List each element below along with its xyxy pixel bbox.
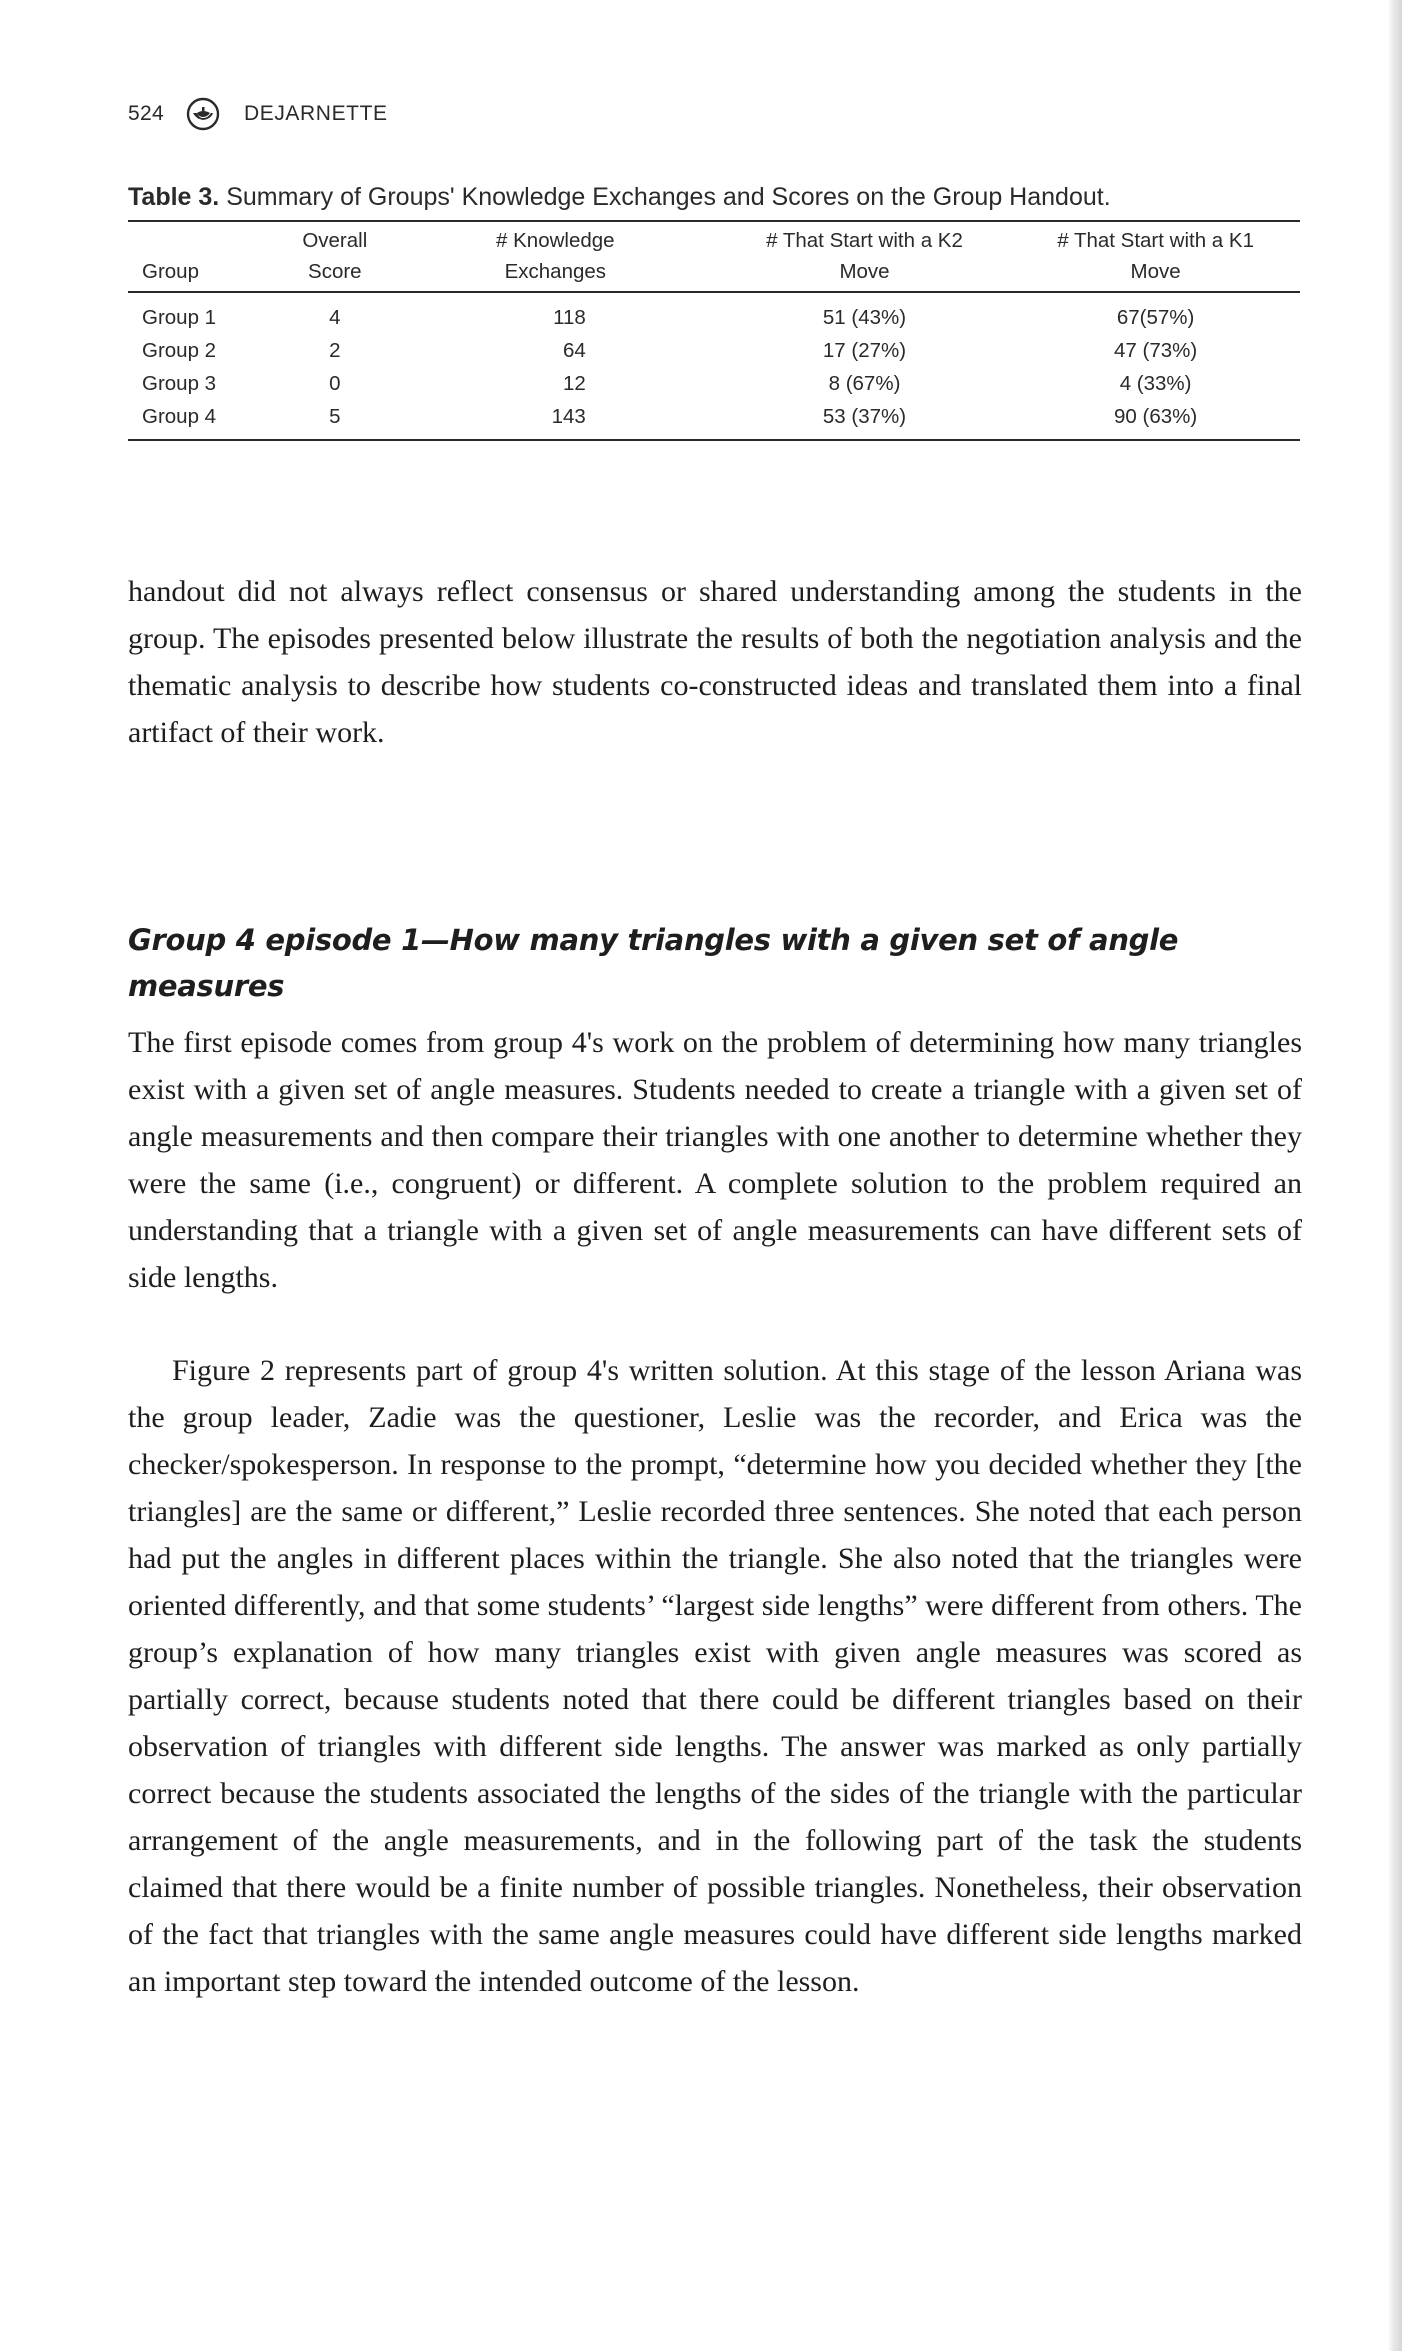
cell-group: Group 2 [142,339,217,362]
table-row [128,292,1300,334]
running-head [128,96,388,132]
cell-group: Group 1 [142,306,217,329]
cell-score: 2 [329,339,341,362]
page-number: 524 [128,102,164,125]
column-header-k1-move: # That Start with a K1 Move [1057,229,1254,283]
paragraph-figure-discussion: Figure 2 represents part of group 4's written solution. At this stage of the lesson Ariana was the group leader, Zadie was the questioner, Leslie was the recorder, and Erica was the checker/spokesperson. In response to the prompt, “determine how you decided whether they [the triangles] are the same or different,” Leslie recorded three sentences. She noted that each person had put the angles in different places within the triangle. She also noted that the triangles were oriented differently, and that some students’ “largest side lengths” were different from others. The group’s explanation of how many triangles exist with given angle measures was scored as partially correct, because students noted that there could be different triangles based on their observation of triangles with different side lengths. The answer was marked as only partially correct because the students associated the lengths of the sides of the triangle with the particular arrangement of the angle measurements, and in the following part of the task the students claimed that there would be a finite number of possible triangles. Nonetheless, their observation of the fact that triangles with the same angle measures could have different side lengths marked an important step toward the intended outcome of the lesson. [128,1354,1302,1998]
cell-exchanges: 64 [563,339,586,362]
column-header-overall-score: Overall Score [302,229,368,283]
cell-k2: 51 (43%) [822,306,907,329]
table-3 [128,180,1300,441]
cell-score: 0 [329,372,341,395]
summary-table [128,220,1300,441]
cell-k1: 47 (73%) [1114,339,1198,362]
paragraph-intro: The first episode comes from group 4's work on the problem of determining how many triangles exist with a given set of angle measures. Students needed to create a triangle with a given set of angle measurements and then compare their triangles with one another to determine whether they were the same (i.e., congruent) or different. A complete solution to the problem required an understanding that a triangle with a given set of angle measurements can have different sets of side lengths. [128,1026,1302,1294]
table-caption-label: Table 3. [128,183,220,211]
cell-k2: 8 (67%) [828,372,901,395]
cell-group: Group 4 [142,405,217,428]
table-header-row [128,221,1300,292]
table-row [128,400,1300,440]
cell-group: Group 3 [142,372,217,395]
publisher-logo-icon [186,97,220,131]
section-heading: Group 4 episode 1—How many triangles with a given set of angle measures [128,923,1179,1004]
column-header-k2-move: # That Start with a K2 Move [766,229,963,283]
cell-exchanges: 12 [563,372,586,395]
page-gutter-shadow [1388,0,1402,2351]
column-header-knowledge-exchanges: # Knowledge Exchanges [496,229,615,283]
column-header-group: Group [142,260,199,283]
cell-score: 4 [329,306,341,329]
table-row [128,334,1300,367]
cell-score: 5 [329,405,341,428]
table-caption [128,180,1300,214]
cell-exchanges: 143 [551,405,586,428]
cell-k1: 90 (63%) [1114,405,1198,428]
cell-k2: 53 (37%) [822,405,907,428]
running-head-author: DEJARNETTE [243,102,388,125]
cell-k1: 67(57%) [1116,306,1195,329]
paragraph-continuation: handout did not always reflect consensus or shared understanding among the students in the group. The episodes presented below illustrate the results of both the negotiation analysis and the thematic analysis to describe how students co-constructed ideas and translated them into a final artifact of their work. [128,575,1302,749]
cell-k1: 4 (33%) [1119,372,1192,395]
cell-k2: 17 (27%) [822,339,907,362]
table-row [128,367,1300,400]
table-caption-text: Summary of Groups' Knowledge Exchanges and Scores on the Group Handout. [226,183,1111,211]
cell-exchanges: 118 [553,306,586,329]
